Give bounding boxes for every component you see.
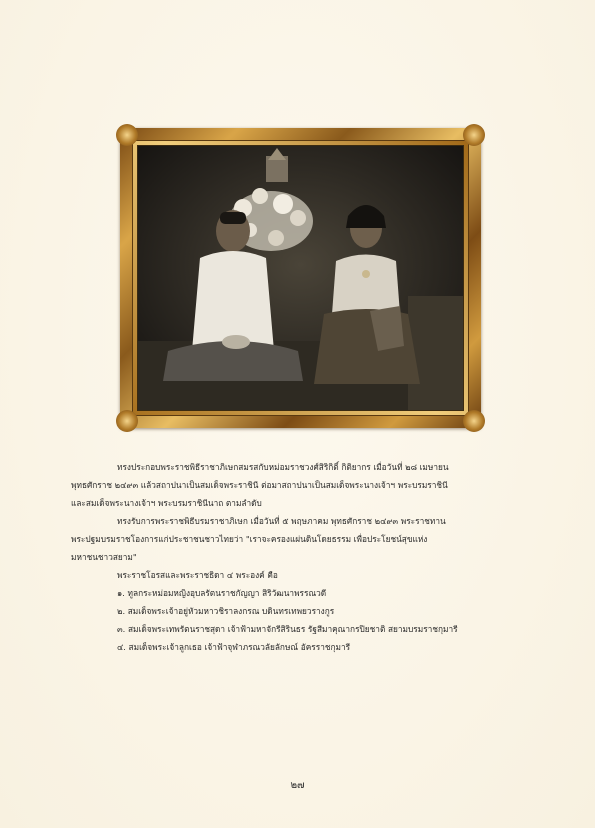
frame-corner-ornament <box>116 124 138 146</box>
paragraph-line: ทรงรับการพระราชพิธีบรมราชาภิเษก เมื่อวันที่ ๕ พฤษภาคม พุทธศักราช ๒๔๙๓ พระราชทาน <box>117 516 446 526</box>
paragraph-line: ทรงประกอบพระราชพิธีราชาภิเษกสมรสกับหม่อมราชวงศ์สิริกิติ์ กิติยากร เมื่อวันที่ ๒๘ เมษายน <box>117 462 449 472</box>
paragraph-line: พุทธศักราช ๒๔๙๓ แล้วสถาปนาเป็นสมเด็จพระราชินี ต่อมาสถาปนาเป็นสมเด็จพระนางเจ้าฯ พระบรมราชินี <box>71 480 448 490</box>
paragraph-line: พระราชโอรสและพระราชธิดา ๔ พระองค์ คือ <box>117 570 278 580</box>
page-number: ๒๗ <box>290 780 305 791</box>
photograph-image <box>138 146 463 410</box>
paragraph-line: และสมเด็จพระนางเจ้าฯ พระบรมราชินีนาถ ตามลำดับ <box>71 498 262 508</box>
frame-corner-ornament <box>116 410 138 432</box>
list-item: ๓. สมเด็จพระเทพรัตนราชสุดา เจ้าฟ้ามหาจักรีสิรินธร รัฐสีมาคุณากรปิยชาติ สยามบรมราชกุมารี <box>117 624 458 634</box>
list-item: ๔. สมเด็จพระเจ้าลูกเธอ เจ้าฟ้าจุฬาภรณวลัยลักษณ์ อัครราชกุมารี <box>117 642 351 652</box>
list-item: ๑. ทูลกระหม่อมหญิงอุบลรัตนราชกัญญา สิริวัฒนาพรรณวดี <box>117 588 327 598</box>
body-text <box>71 458 535 656</box>
wedding-photograph <box>137 145 464 411</box>
list-item: ๒. สมเด็จพระเจ้าอยู่หัวมหาวชิราลงกรณ บดินทรเทพยวรางกูร <box>117 606 335 616</box>
gilded-picture-frame <box>120 128 481 428</box>
paragraph-line: มหาชนชาวสยาม" <box>71 552 137 562</box>
frame-corner-ornament <box>463 124 485 146</box>
frame-corner-ornament <box>463 410 485 432</box>
paragraph-line: พระปฐมบรมราชโองการแก่ประชาชนชาวไทยว่า "เราจะครองแผ่นดินโดยธรรม เพื่อประโยชน์สุขแห่ง <box>71 534 428 544</box>
